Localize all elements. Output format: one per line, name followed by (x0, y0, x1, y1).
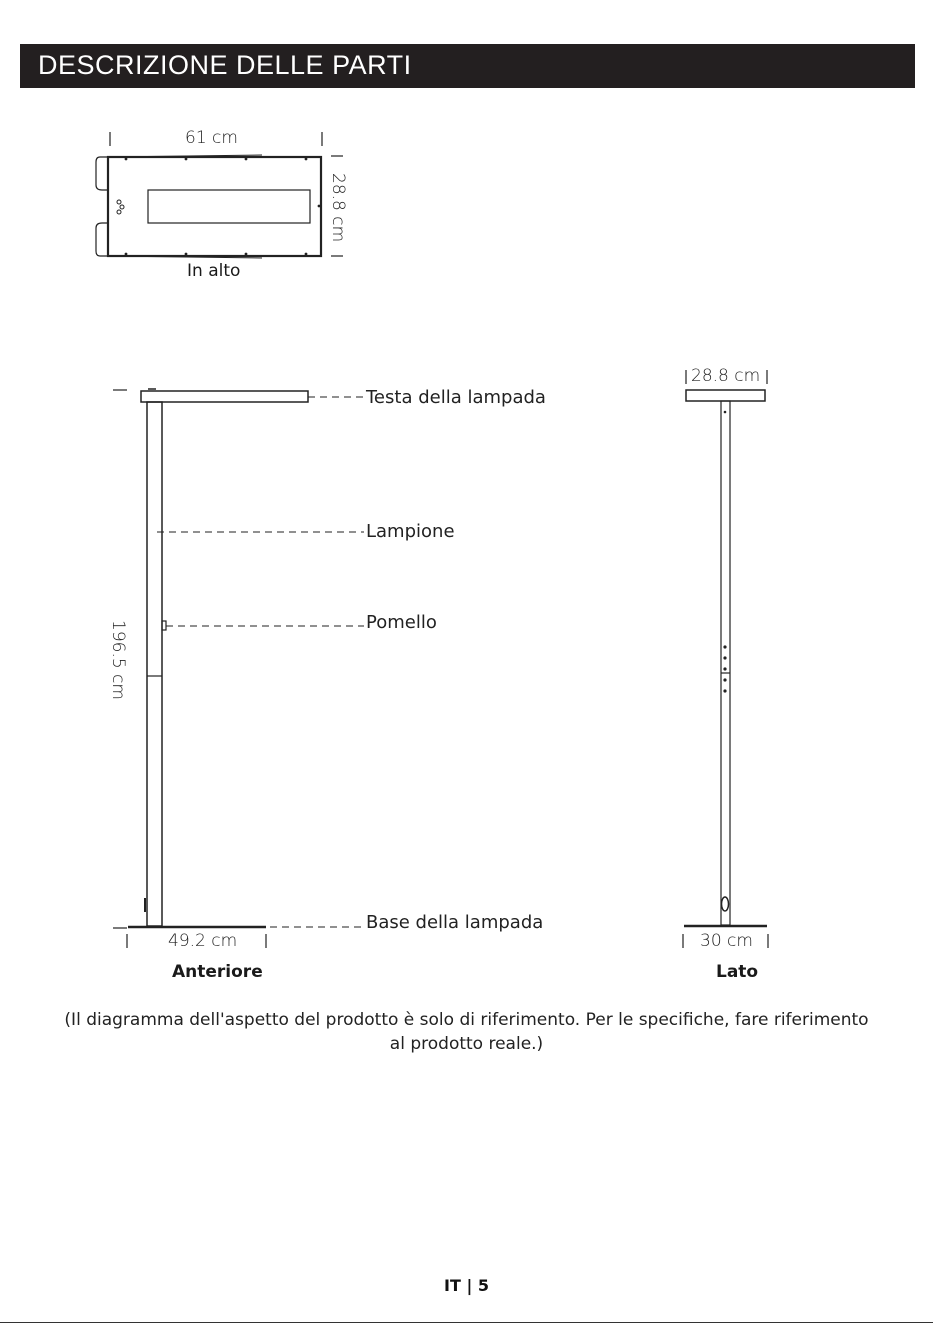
part-lamp-base-label: Base della lampada (366, 912, 544, 933)
part-knob-label: Pomello (366, 612, 437, 633)
front-base-width-label: 49.2 cm (168, 931, 238, 951)
side-head-width-label: 28.8 cm (691, 366, 761, 386)
side-base-width-label: 30 cm (700, 931, 753, 951)
disclaimer-caption: (Il diagramma dell'aspetto del prodotto è solo di riferimento. Per le specifiche, fare riferimento al prodotto reale.) (64, 1010, 869, 1054)
top-width-label: 61 cm (185, 128, 238, 148)
front-height-label: 196.5 cm (108, 620, 128, 700)
side-view-drawing (683, 370, 768, 948)
side-view-label: Lato (716, 962, 759, 982)
bottom-divider (0, 1322, 933, 1323)
part-pole-label: Lampione (366, 521, 455, 542)
top-view-drawing (96, 132, 343, 258)
section-title: DESCRIZIONE DELLE PARTI (38, 50, 412, 80)
top-depth-label: 28.8 cm (328, 173, 348, 243)
front-view-label: Anteriore (172, 962, 263, 982)
part-lamp-head-label: Testa della lampada (366, 387, 546, 408)
page-number: IT | 5 (444, 1276, 489, 1295)
top-view-label: In alto (187, 261, 241, 281)
front-view-drawing (113, 389, 364, 948)
